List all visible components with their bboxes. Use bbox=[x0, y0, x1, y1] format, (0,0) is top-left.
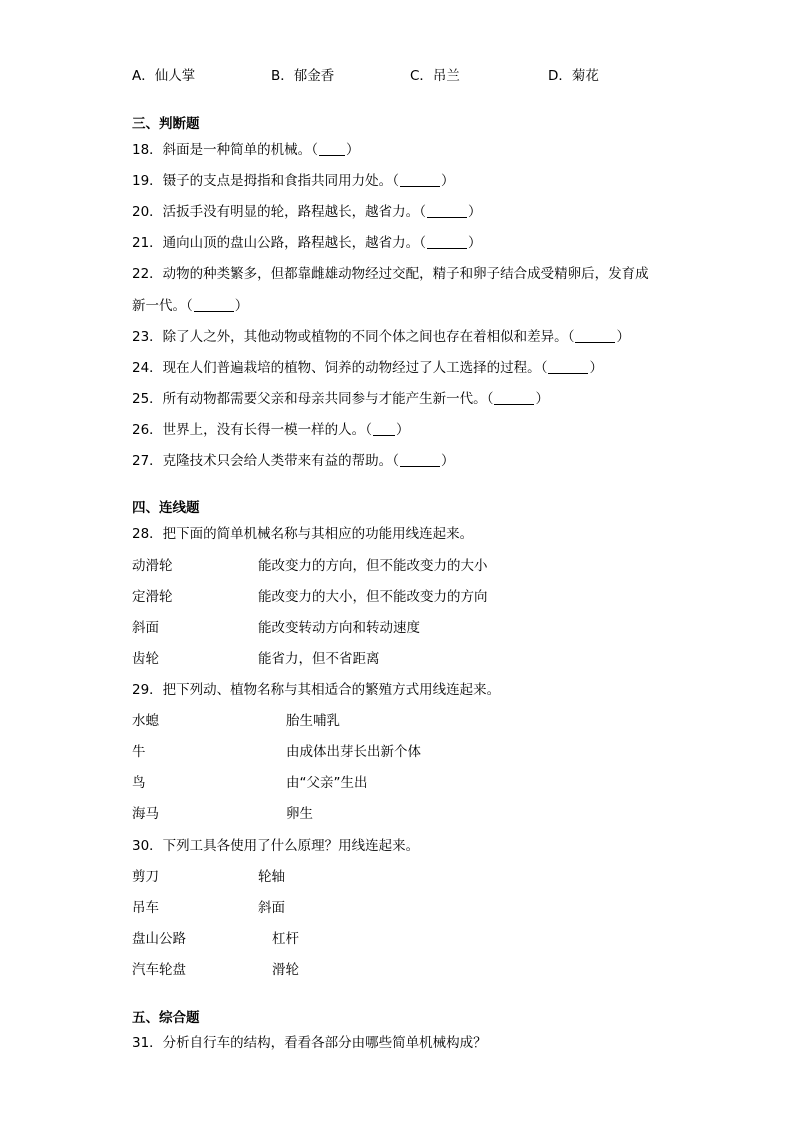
q30-right-3[interactable]: 杠杆 bbox=[272, 931, 299, 947]
q30-right-1[interactable]: 轮轴 bbox=[258, 869, 285, 885]
q19-answer-blank[interactable] bbox=[400, 173, 440, 187]
q29-left-3[interactable]: 鸟 bbox=[132, 775, 146, 791]
q17-option-d: D．菊花 bbox=[548, 68, 599, 84]
q22-text: 22．动物的种类繁多，但都靠雌雄动物经过交配，精子和卵子结合成受精卵后，发育成 bbox=[132, 266, 649, 282]
q31-prompt: 31．分析自行车的结构，看看各部分由哪些简单机械构成？ bbox=[132, 1035, 487, 1051]
section3-title: 三、判断题 bbox=[132, 116, 200, 132]
q20: 20．活扳手没有明显的轮，路程越长，越省力。（ ） bbox=[132, 204, 482, 220]
q29-right-2[interactable]: 由成体出芽长出新个体 bbox=[286, 744, 421, 760]
q22 bbox=[132, 265, 649, 283]
q17-option-a: A．仙人掌 bbox=[132, 68, 196, 84]
q29-prompt: 29．把下列动、植物名称与其相适合的繁殖方式用线连起来。 bbox=[132, 682, 501, 698]
q22-continuation-text: 新一代。 bbox=[132, 298, 186, 314]
q18-text: 18．斜面是一种简单的机械。 bbox=[132, 142, 312, 158]
q26-text: 26．世界上，没有长得一模一样的人。 bbox=[132, 422, 366, 438]
q28-right-2[interactable]: 能改变力的大小，但不能改变力的方向 bbox=[258, 589, 488, 605]
q24-answer-blank[interactable] bbox=[548, 360, 588, 374]
q21-text: 21．通向山顶的盘山公路，路程越长，越省力。 bbox=[132, 235, 420, 251]
q26-answer-blank[interactable] bbox=[373, 422, 395, 436]
q28-left-3[interactable]: 斜面 bbox=[132, 620, 159, 636]
q24-text: 24．现在人们普遍栽培的植物、饲养的动物经过了人工选择的过程。 bbox=[132, 360, 541, 376]
q22-answer-blank[interactable] bbox=[194, 298, 234, 312]
q18: 18．斜面是一种简单的机械。（ ） bbox=[132, 142, 360, 158]
q27: 27．克隆技术只会给人类带来有益的帮助。（ ） bbox=[132, 453, 455, 469]
q25: 25．所有动物都需要父亲和母亲共同参与才能产生新一代。（ ） bbox=[132, 391, 549, 407]
q23-answer-blank[interactable] bbox=[575, 329, 615, 343]
q30-left-1[interactable]: 剪刀 bbox=[132, 869, 159, 885]
q19-text: 19．镊子的支点是拇指和食指共同用力处。 bbox=[132, 173, 393, 189]
q29-left-1[interactable]: 水螅 bbox=[132, 713, 159, 729]
q22-continuation: 新一代。（ ） bbox=[132, 298, 249, 314]
q29-right-3[interactable]: 由“父亲”生出 bbox=[286, 775, 368, 791]
q25-text: 25．所有动物都需要父亲和母亲共同参与才能产生新一代。 bbox=[132, 391, 487, 407]
q29-right-4[interactable]: 卵生 bbox=[286, 806, 313, 822]
q21: 21．通向山顶的盘山公路，路程越长，越省力。（ ） bbox=[132, 235, 482, 251]
q23: 23．除了人之外，其他动物或植物的不同个体之间也存在着相似和差异。（ ） bbox=[132, 329, 630, 345]
section4-title: 四、连线题 bbox=[132, 500, 200, 516]
q23-text: 23．除了人之外，其他动物或植物的不同个体之间也存在着相似和差异。 bbox=[132, 329, 568, 345]
q30-left-3[interactable]: 盘山公路 bbox=[132, 931, 186, 947]
q24: 24．现在人们普遍栽培的植物、饲养的动物经过了人工选择的过程。（ ） bbox=[132, 360, 603, 376]
q27-text: 27．克隆技术只会给人类带来有益的帮助。 bbox=[132, 453, 393, 469]
q28-left-1[interactable]: 动滑轮 bbox=[132, 558, 173, 574]
q28-prompt: 28．把下面的简单机械名称与其相应的功能用线连起来。 bbox=[132, 526, 474, 542]
q19: 19．镊子的支点是拇指和食指共同用力处。（ ） bbox=[132, 173, 455, 189]
q29-right-1[interactable]: 胎生哺乳 bbox=[286, 713, 340, 729]
q30-right-2[interactable]: 斜面 bbox=[258, 900, 285, 916]
q28-right-3[interactable]: 能改变转动方向和转动速度 bbox=[258, 620, 420, 636]
q28-left-4[interactable]: 齿轮 bbox=[132, 651, 159, 667]
q28-right-4[interactable]: 能省力，但不省距离 bbox=[258, 651, 380, 667]
section5-title: 五、综合题 bbox=[132, 1010, 200, 1026]
q27-answer-blank[interactable] bbox=[400, 453, 440, 467]
q30-left-2[interactable]: 吊车 bbox=[132, 900, 159, 916]
q28-right-1[interactable]: 能改变力的方向，但不能改变力的大小 bbox=[258, 558, 488, 574]
q30-left-4[interactable]: 汽车轮盘 bbox=[132, 962, 186, 978]
q21-answer-blank[interactable] bbox=[427, 235, 467, 249]
q28-left-2[interactable]: 定滑轮 bbox=[132, 589, 173, 605]
q26: 26．世界上，没有长得一模一样的人。（ ） bbox=[132, 422, 410, 438]
q20-text: 20．活扳手没有明显的轮，路程越长，越省力。 bbox=[132, 204, 420, 220]
q20-answer-blank[interactable] bbox=[427, 204, 467, 218]
q17-option-b: B．郁金香 bbox=[271, 68, 335, 84]
q30-prompt: 30．下列工具各使用了什么原理？用线连起来。 bbox=[132, 838, 420, 854]
q25-answer-blank[interactable] bbox=[494, 391, 534, 405]
q29-left-4[interactable]: 海马 bbox=[132, 806, 159, 822]
q29-left-2[interactable]: 牛 bbox=[132, 744, 146, 760]
q18-answer-blank[interactable] bbox=[319, 142, 345, 156]
q17-option-c: C．吊兰 bbox=[410, 68, 460, 84]
q30-right-4[interactable]: 滑轮 bbox=[272, 962, 299, 978]
